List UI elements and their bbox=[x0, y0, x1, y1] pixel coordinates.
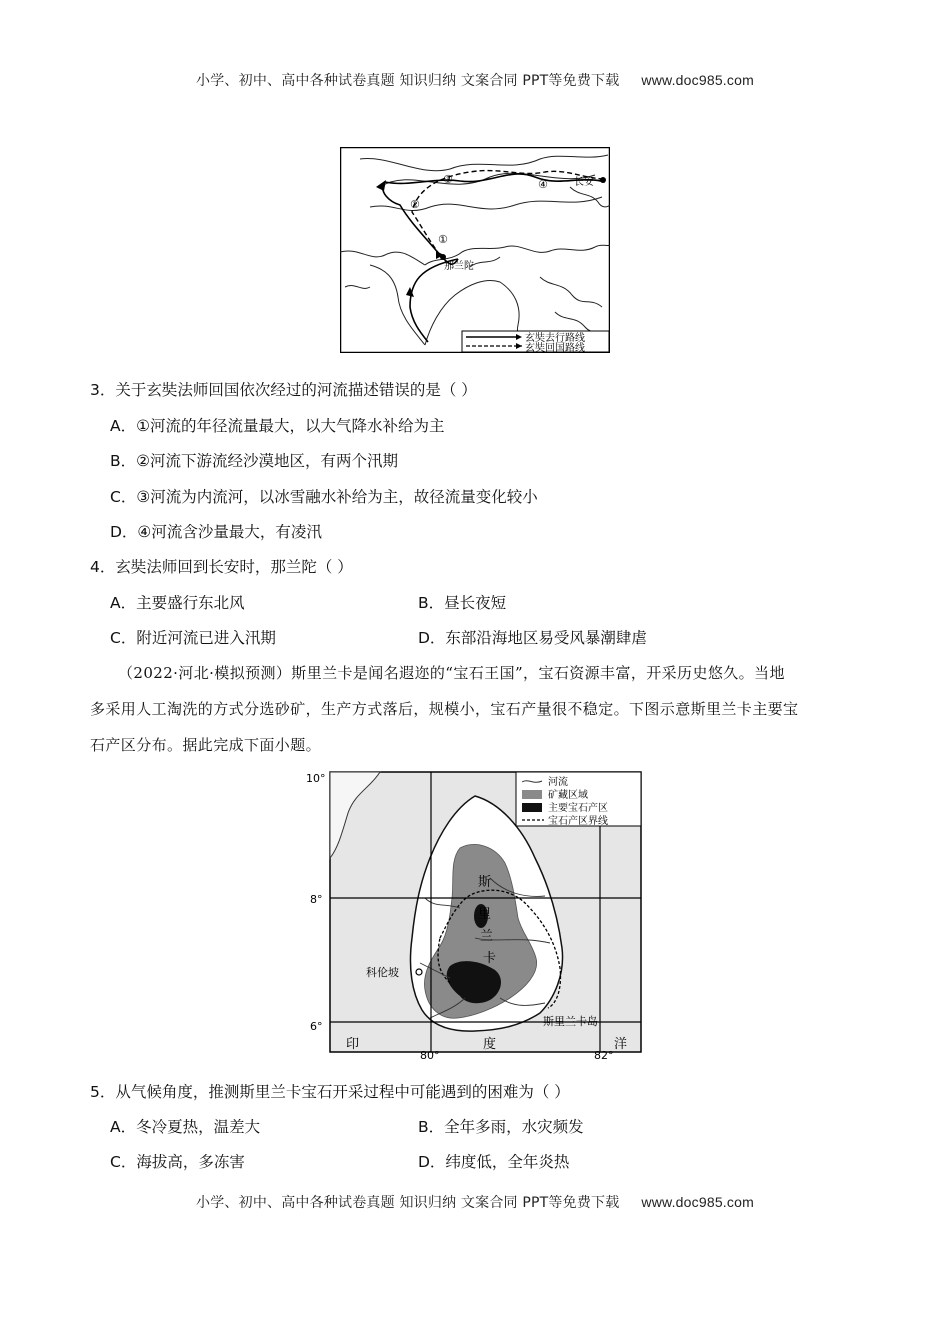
question-4-stem: 4．玄奘法师回到长安时，那兰陀（ ） bbox=[90, 558, 353, 576]
river-4-label: ④ bbox=[538, 178, 548, 191]
question-3-stem: 3．关于玄奘法师回国依次经过的河流描述错误的是（ ） bbox=[90, 381, 477, 399]
xuanzang-route-map bbox=[340, 147, 610, 353]
passage-line-1: （2022·河北·模拟预测）斯里兰卡是闻名遐迩的“宝石王国”，宝石资源丰富，开采历史悠久。当地 bbox=[118, 664, 785, 682]
page-header bbox=[0, 70, 950, 90]
river-1-label: ① bbox=[438, 233, 448, 246]
footer-text: 小学、初中、高中各种试卷真题 知识归纳 文案合同 PPT等免费下载 bbox=[196, 1195, 620, 1211]
header-url[interactable]: www.doc985.com bbox=[641, 72, 754, 88]
question-3-option-b[interactable]: B．②河流下游流经沙漠地区，有两个汛期 bbox=[110, 452, 399, 470]
label-yin: 印 bbox=[346, 1037, 360, 1052]
header-text: 小学、初中、高中各种试卷真题 知识归纳 文案合同 PPT等免费下载 bbox=[196, 73, 620, 89]
changan-label: 长安 bbox=[574, 177, 594, 188]
footer-url[interactable]: www.doc985.com bbox=[641, 1194, 754, 1210]
legend-river: 河流 bbox=[548, 777, 568, 788]
question-5-stem: 5．从气候角度，推测斯里兰卡宝石开采过程中可能遇到的困难为（ ） bbox=[90, 1083, 570, 1101]
label-du: 度 bbox=[483, 1037, 497, 1052]
question-5-option-d[interactable]: D．纬度低，全年炎热 bbox=[418, 1153, 570, 1171]
question-4-option-a[interactable]: A．主要盛行东北风 bbox=[110, 594, 245, 612]
question-5-option-b[interactable]: B．全年多雨，水灾频发 bbox=[418, 1118, 584, 1136]
question-4-option-c[interactable]: C．附近河流已进入汛期 bbox=[110, 629, 276, 647]
label-ka: 卡 bbox=[483, 951, 497, 966]
question-4-option-d[interactable]: D．东部沿海地区易受风暴潮肆虐 bbox=[418, 629, 647, 647]
legend-boundary: 宝石产区界线 bbox=[548, 816, 608, 827]
label-lan: 兰 bbox=[480, 929, 494, 944]
passage-line-2: 多采用人工淘洗的方式分选砂矿，生产方式落后，规模小，宝石产量很不稳定。下图示意斯里兰卡主要宝 bbox=[90, 700, 799, 718]
lat-6-label: 6° bbox=[310, 1020, 323, 1033]
lat-8-label: 8° bbox=[310, 893, 323, 906]
passage bbox=[90, 655, 865, 763]
question-5-option-c[interactable]: C．海拔高，多冻害 bbox=[110, 1153, 245, 1171]
label-li: 里 bbox=[478, 907, 492, 922]
lon-82-label: 82° bbox=[594, 1049, 614, 1060]
sri-lanka-gem-map bbox=[300, 768, 645, 1060]
lon-80-label: 80° bbox=[420, 1049, 440, 1060]
question-3-option-c[interactable]: C．③河流为内流河，以冰雪融水补给为主，故径流量变化较小 bbox=[110, 488, 538, 506]
label-si: 斯 bbox=[478, 875, 492, 890]
question-3-option-d[interactable]: D．④河流含沙量最大，有凌汛 bbox=[110, 523, 322, 541]
passage-line-3: 石产区分布。据此完成下面小题。 bbox=[90, 736, 322, 754]
river-2-label: ② bbox=[410, 198, 420, 211]
legend-go-label: 玄奘去行路线 bbox=[525, 333, 585, 344]
page-footer bbox=[0, 1192, 950, 1212]
legend-mineral: 矿藏区域 bbox=[548, 790, 588, 801]
colombo-label: 科伦坡 bbox=[366, 966, 399, 979]
legend-gem: 主要宝石产区 bbox=[548, 803, 608, 814]
question-4-option-b[interactable]: B．昼长夜短 bbox=[418, 594, 507, 612]
legend-back-label: 玄奘回国路线 bbox=[525, 343, 585, 353]
question-5-option-a[interactable]: A．冬冷夏热，温差大 bbox=[110, 1118, 261, 1136]
question-3-option-a[interactable]: A．①河流的年径流量最大，以大气降水补给为主 bbox=[110, 417, 445, 435]
nalanduo-label: 那兰陀 bbox=[444, 261, 474, 272]
river-3-label: ③ bbox=[443, 173, 453, 186]
label-yang: 洋 bbox=[614, 1037, 628, 1052]
island-label: 斯里兰卡岛 bbox=[543, 1015, 598, 1028]
lat-10-label: 10° bbox=[306, 772, 326, 785]
